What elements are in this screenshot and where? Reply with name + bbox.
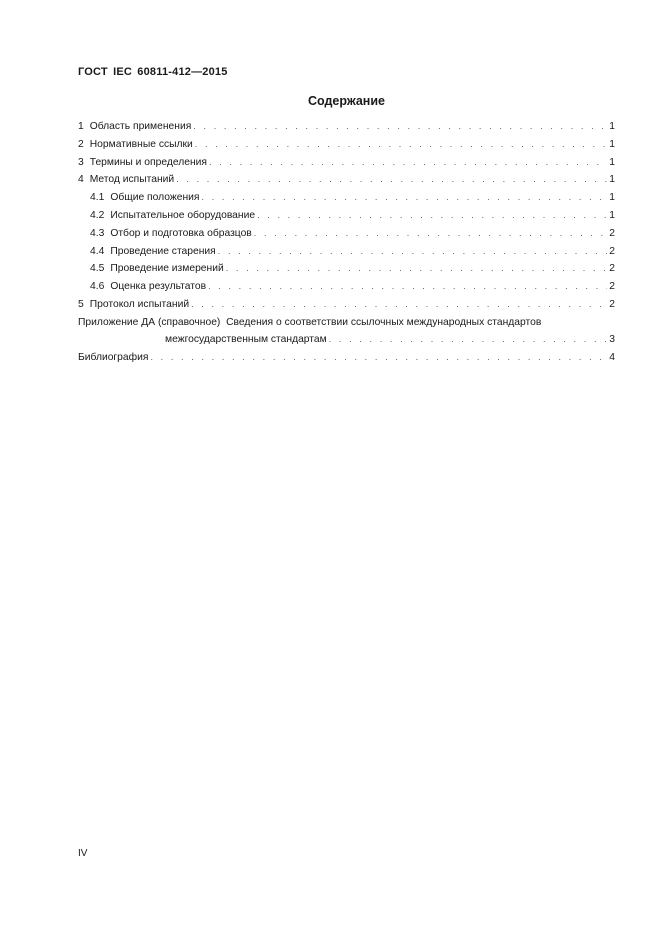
toc-entry-3[interactable] — [78, 157, 615, 175]
toc-entry-label: Общие положения — [110, 192, 200, 204]
toc-entry-number: 2 — [78, 138, 84, 150]
toc-entry-page: 2 — [609, 227, 615, 239]
toc-entry-number: 4.1 — [90, 192, 105, 204]
toc-entry-label: Отбор и подготовка образцов — [110, 227, 252, 239]
toc-entry-4-5[interactable] — [78, 263, 615, 281]
toc-entry-number: 4.3 — [90, 227, 105, 239]
dot-leader — [193, 121, 607, 131]
toc-entry-4[interactable] — [78, 174, 615, 192]
toc-entry-1[interactable] — [78, 121, 615, 139]
toc-entry-4-3[interactable] — [78, 228, 615, 246]
toc-entry-5[interactable] — [78, 299, 615, 317]
toc-entry-label: Термины и определения — [89, 156, 207, 168]
dot-leader — [208, 281, 607, 291]
dot-leader — [329, 334, 607, 344]
appendix-title-line2: межгосударственным стандартам — [165, 333, 327, 345]
toc-entry-label: Область применения — [89, 121, 192, 132]
dot-leader — [209, 157, 607, 167]
dot-leader — [195, 139, 607, 149]
toc-entry-number: 4.6 — [90, 281, 105, 293]
toc-entry-page: 4 — [609, 351, 615, 363]
toc-entry-label: Оценка результатов — [110, 281, 207, 293]
toc-entry-page: 1 — [609, 138, 615, 150]
dot-leader — [226, 263, 607, 273]
toc-entry-bibliography[interactable] — [78, 352, 615, 370]
toc-entry-number: 4.5 — [90, 263, 105, 275]
toc-entry-label: Проведение старения — [110, 245, 216, 257]
toc-entry-label: Протокол испытаний — [89, 298, 190, 310]
toc-entry-number: 4.4 — [90, 245, 105, 257]
toc-entry-2[interactable] — [78, 139, 615, 157]
toc-entry-page: 1 — [609, 209, 615, 221]
dot-leader — [218, 246, 607, 256]
table-of-contents — [78, 121, 615, 369]
dot-leader — [150, 352, 607, 362]
toc-entry-label: Нормативные ссылки — [89, 138, 193, 150]
toc-entry-number: 1 — [78, 121, 84, 132]
toc-entry-4-4[interactable] — [78, 246, 615, 264]
dot-leader — [191, 299, 607, 309]
appendix-title-line1: Сведения о соответствии ссылочных международных стандартов — [226, 316, 542, 328]
toc-entry-page: 3 — [609, 333, 615, 345]
toc-entry-4-6[interactable] — [78, 281, 615, 299]
toc-entry-label: Испытательное оборудование — [110, 209, 256, 221]
toc-entry-page: 1 — [609, 156, 615, 168]
toc-entry-page: 1 — [609, 121, 615, 132]
toc-entry-page: 1 — [609, 192, 615, 204]
dot-leader — [202, 192, 608, 202]
toc-entry-page: 2 — [609, 298, 615, 310]
toc-entry-number: 5 — [78, 298, 84, 310]
toc-entry-4-1[interactable] — [78, 192, 615, 210]
toc-entry-4-2[interactable] — [78, 210, 615, 228]
toc-entry-page: 2 — [609, 281, 615, 293]
toc-entry-appendix[interactable] — [78, 317, 615, 352]
toc-entry-label: Библиография — [78, 351, 149, 363]
toc-entry-label: Метод испытаний — [89, 174, 175, 186]
toc-entry-number: 4 — [78, 174, 84, 186]
toc-entry-page: 2 — [609, 263, 615, 275]
appendix-label: Приложение ДА (справочное) — [78, 316, 221, 328]
toc-entry-page: 2 — [609, 245, 615, 257]
dot-leader — [257, 210, 607, 220]
toc-title: Содержание — [307, 94, 385, 108]
document-standard-id: ГОСТ IEC 60811-412—2015 — [78, 66, 228, 78]
toc-entry-label: Проведение измерений — [110, 263, 224, 275]
dot-leader — [176, 174, 607, 184]
toc-entry-number: 3 — [78, 156, 84, 168]
page-folio: IV — [78, 848, 88, 859]
toc-entry-page: 1 — [609, 174, 615, 186]
dot-leader — [254, 228, 607, 238]
toc-entry-number: 4.2 — [90, 209, 105, 221]
